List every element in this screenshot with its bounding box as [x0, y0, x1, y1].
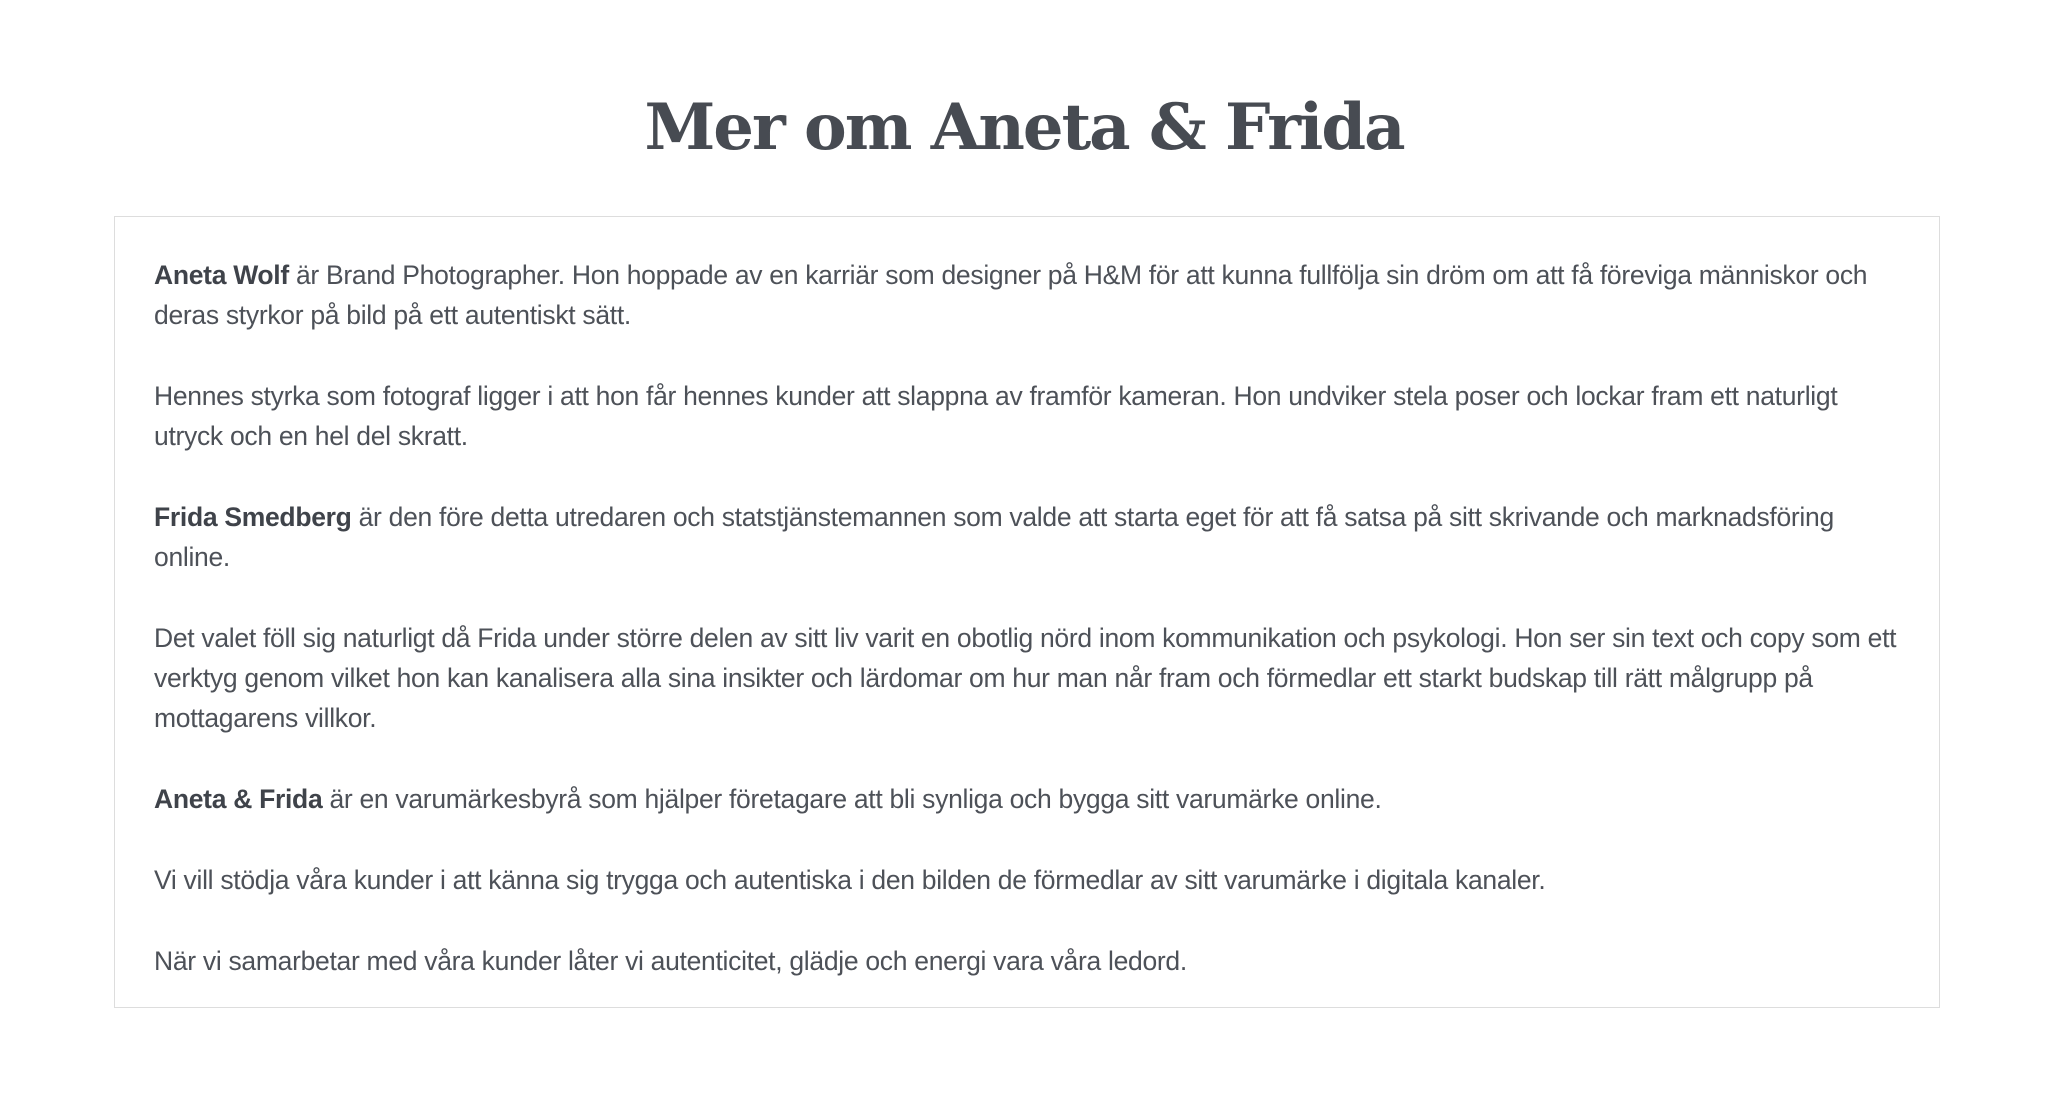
about-paragraph-mission: Vi vill stödja våra kunder i att känna sig trygga och autentiska i den bilden de förmedlar av sitt varumärke i digitala kanaler. — [154, 865, 1546, 895]
frida-name: Frida Smedberg — [154, 502, 352, 532]
agency-description: är en varumärkesbyrå som hjälper företagare att bli synliga och bygga sitt varumärke online. — [322, 784, 1382, 814]
about-paragraph-aneta — [154, 255, 1901, 335]
aneta-name: Aneta Wolf — [154, 260, 289, 290]
agency-name: Aneta & Frida — [154, 784, 323, 814]
frida-description: är den före detta utredaren och statstjänstemannen som valde att starta eget för att få satsa på sitt skrivande och marknadsföring online. — [154, 502, 1834, 572]
about-paragraph-frida-background: Det valet föll sig naturligt då Frida under större delen av sitt liv varit en obotlig nörd inom kommunikation och psykologi. Hon ser sin text och copy som ett verktyg genom vilket hon kan kanalisera alla sina insikter och lärdomar om hur man når fram och förmedlar ett starkt budskap till rätt målgrupp på mottagarens villkor. — [154, 623, 1897, 733]
aneta-description: är Brand Photographer. Hon hoppade av en karriär som designer på H&M för att kunna fullfölja sin dröm om att få föreviga människor och deras styrkor på bild på ett autentiskt sätt. — [154, 260, 1868, 330]
about-paragraph-agency — [154, 779, 1901, 819]
about-paragraph-values: När vi samarbetar med våra kunder låter vi autenticitet, glädje och energi vara våra ledord. — [154, 946, 1187, 976]
about-content-box — [114, 216, 1940, 1008]
page-title: Mer om Aneta & Frida — [644, 90, 1404, 165]
about-paragraph-frida — [154, 497, 1901, 577]
about-paragraph-aneta-strength: Hennes styrka som fotograf ligger i att hon får hennes kunder att slappna av framför kameran. Hon undviker stela poser och lockar fram ett naturligt utryck och en hel del skratt. — [154, 381, 1838, 451]
